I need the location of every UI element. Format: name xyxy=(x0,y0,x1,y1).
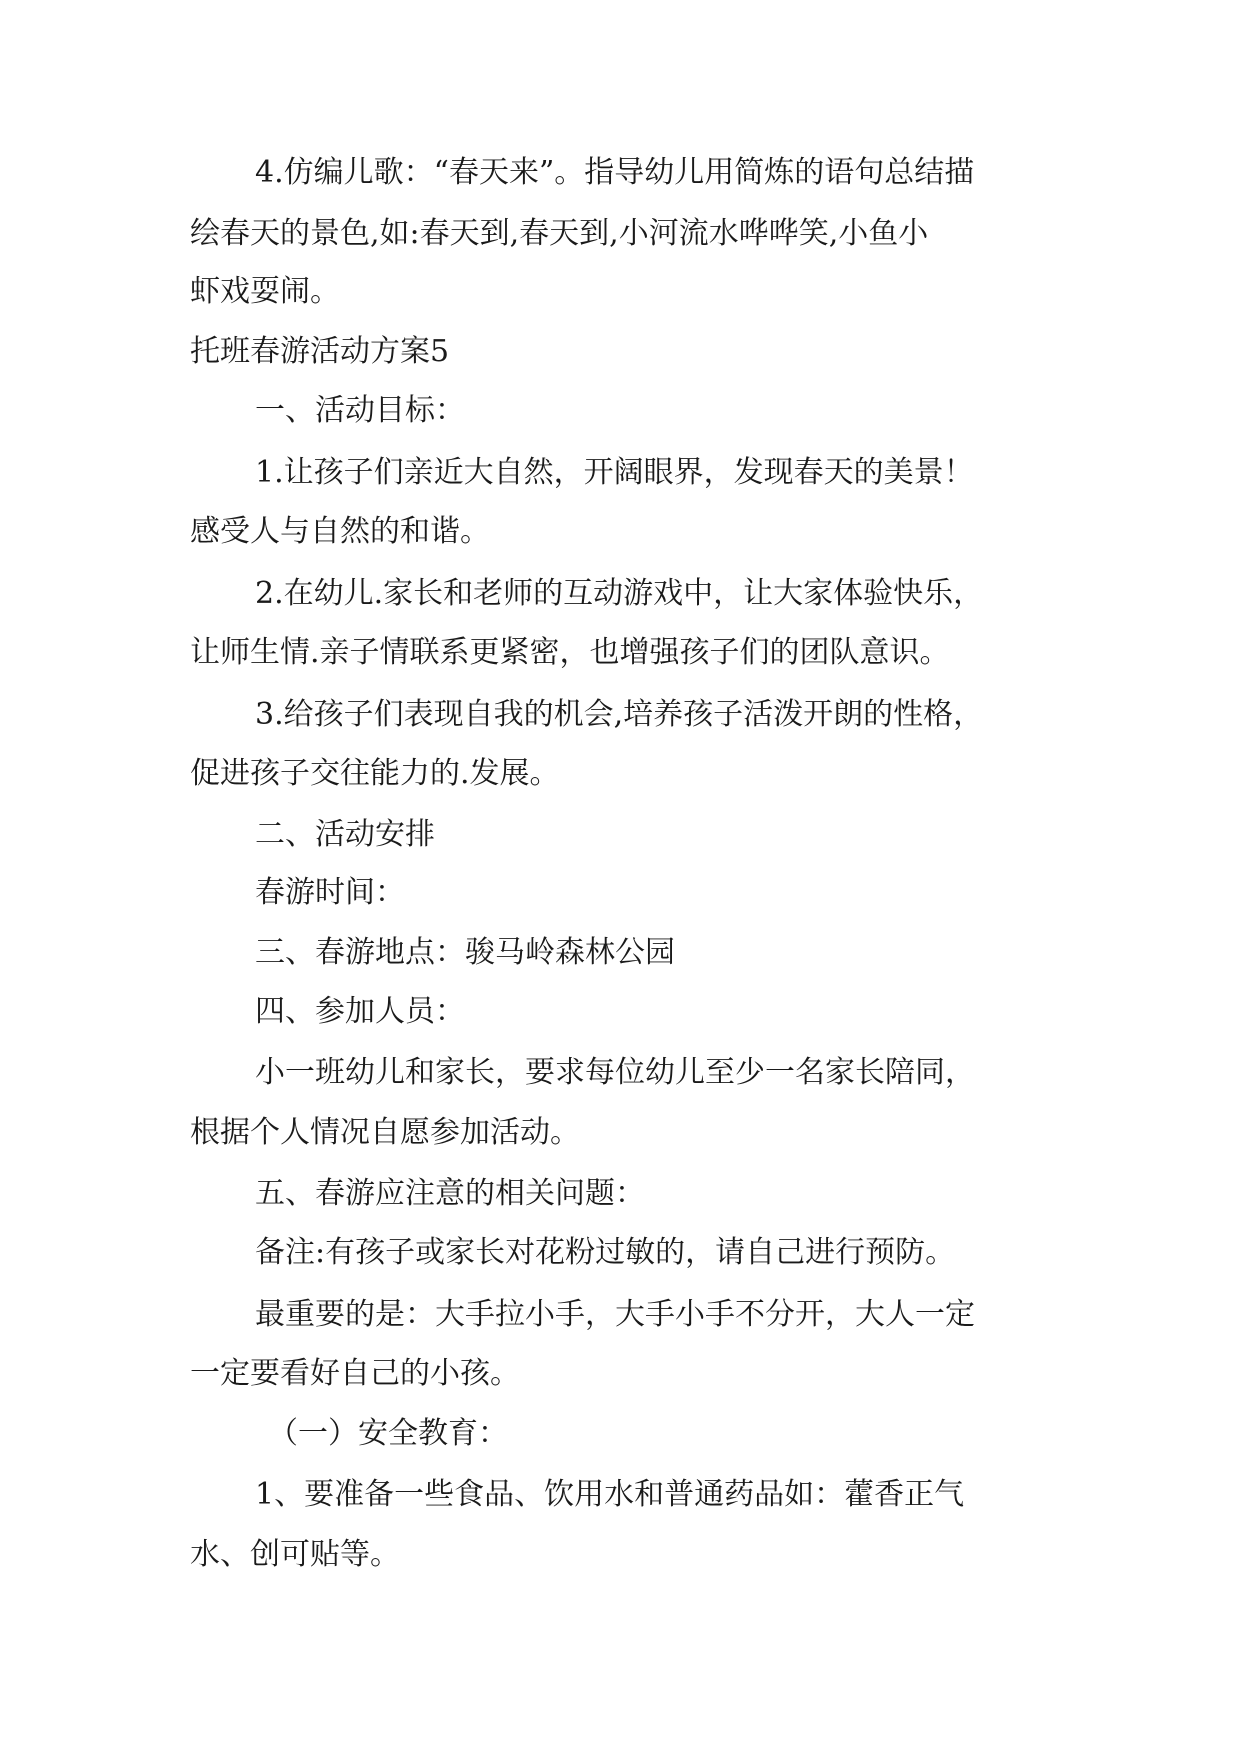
paragraph-line: 水、创可贴等。 xyxy=(190,1537,400,1572)
paragraph-line: 促进孩子交往能力的.发展。 xyxy=(190,756,560,791)
paragraph-line: 绘春天的景色,如:春天到,春天到,小河流水哗哗笑,小鱼小 xyxy=(190,216,929,251)
paragraph-line: 3.给孩子们表现自我的机会,培养孩子活泼开朗的性格， xyxy=(255,697,984,732)
paragraph-line: 1.让孩子们亲近大自然，开阔眼界，发现春天的美景！ xyxy=(255,455,974,490)
paragraph-line: 最重要的是：大手拉小手，大手小手不分开，大人一定 xyxy=(255,1297,975,1332)
paragraph-line: 根据个人情况自愿参加活动。 xyxy=(190,1115,580,1150)
paragraph-line: 1、要准备一些食品、饮用水和普通药品如：藿香正气 xyxy=(255,1477,965,1512)
heading-line: 四、参加人员： xyxy=(255,994,465,1029)
paragraph-line: 2.在幼儿.家长和老师的互动游戏中，让大家体验快乐， xyxy=(255,576,984,611)
heading-line: 五、春游应注意的相关问题： xyxy=(255,1176,645,1211)
heading-line: （一）安全教育： xyxy=(268,1416,508,1451)
section-title: 托班春游活动方案5 xyxy=(190,334,450,369)
paragraph-line: 一定要看好自己的小孩。 xyxy=(190,1356,520,1391)
paragraph-line: 虾戏耍闹。 xyxy=(190,274,340,309)
paragraph-line: 4.仿编儿歌：“春天来”。指导幼儿用简炼的语句总结描 xyxy=(255,155,975,190)
heading-line: 三、春游地点：骏马岭森林公园 xyxy=(255,935,675,970)
paragraph-line: 感受人与自然的和谐。 xyxy=(190,514,490,549)
paragraph-line: 备注:有孩子或家长对花粉过敏的，请自己进行预防。 xyxy=(255,1235,956,1270)
heading-line: 二、活动安排 xyxy=(255,817,435,852)
paragraph-line: 小一班幼儿和家长，要求每位幼儿至少一名家长陪同， xyxy=(255,1055,975,1090)
paragraph-line: 让师生情.亲子情联系更紧密，也增强孩子们的团队意识。 xyxy=(190,635,950,670)
paragraph-line: 春游时间： xyxy=(255,875,405,910)
heading-line: 一、活动目标： xyxy=(255,393,465,428)
